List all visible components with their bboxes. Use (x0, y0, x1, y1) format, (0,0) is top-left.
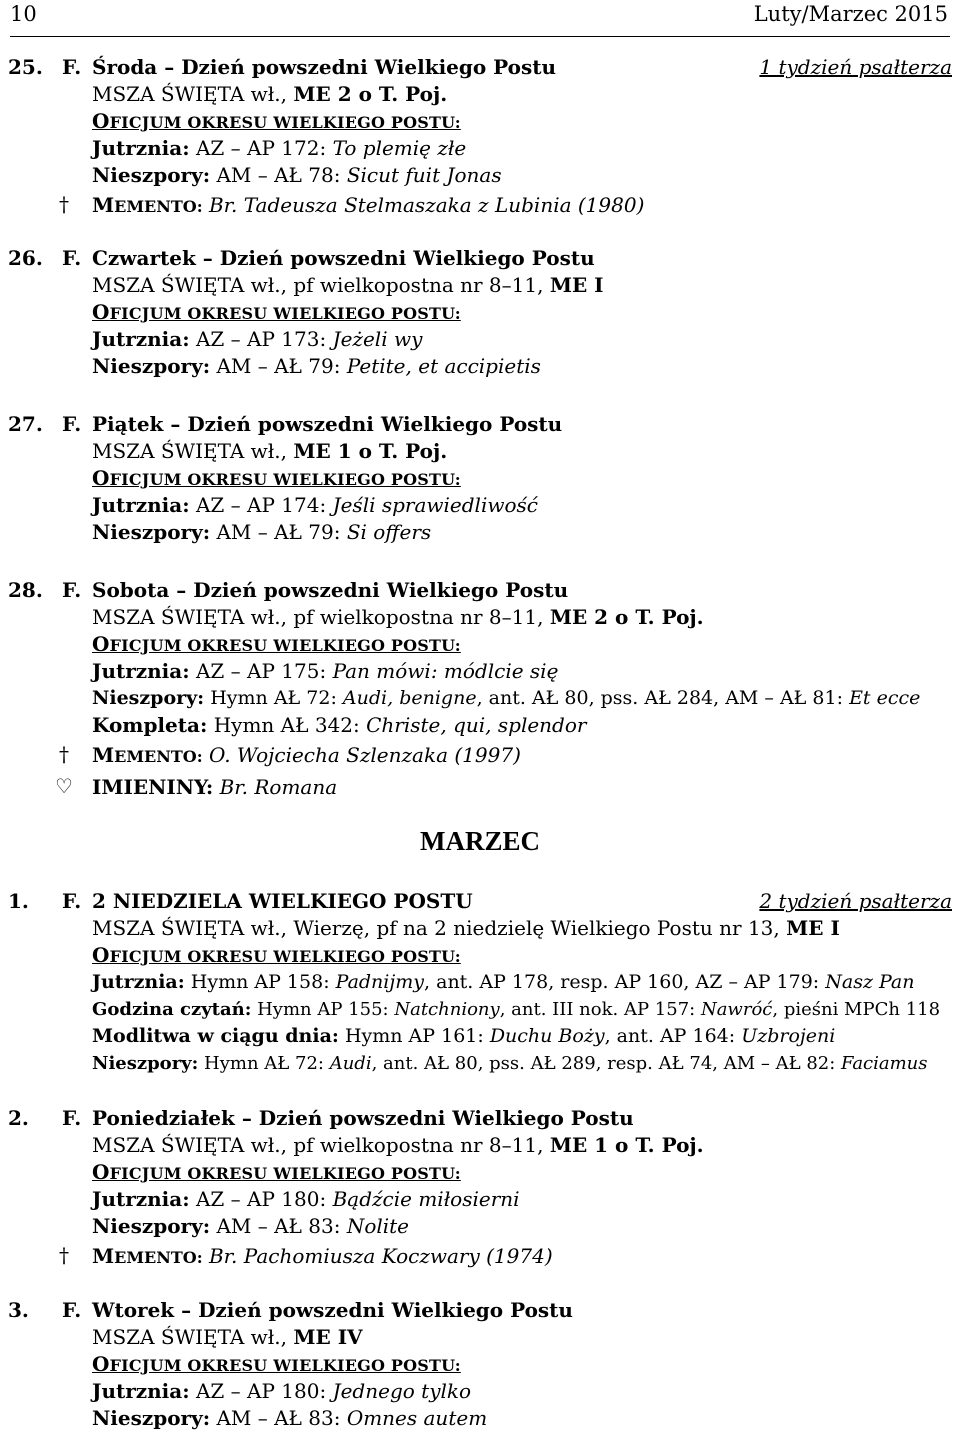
jutrznia-line: Jutrznia: AZ – AP 174: Jeśli sprawiedliwość (92, 493, 538, 517)
jutrznia-label: Jutrznia: (92, 136, 190, 160)
entry-heading: 28. F. Sobota – Dzień powszedni Wielkiego Postu (8, 578, 569, 602)
dagger-icon: † (59, 192, 69, 216)
entry-heading: 27. F. Piątek – Dzień powszedni Wielkiego Postu (8, 412, 563, 436)
nieszpory-line: Nieszpory: AM – AŁ 79: Si offers (92, 520, 432, 544)
memento-line: MEMENTO: O. Wojciecha Szlenzaka (1997) (92, 743, 521, 767)
jutrznia-line: Jutrznia: AZ – AP 173: Jeżeli wy (92, 327, 423, 351)
nieszpory-line: Nieszpory: Hymn AŁ 72: Audi, benigne, ant. AŁ 80, pss. AŁ 284, AM – AŁ 81: Et ecce (92, 687, 921, 709)
nieszpory-line: Nieszpory: AM – AŁ 83: Nolite (92, 1214, 410, 1238)
kompleta-line: Kompleta: Hymn AŁ 342: Christe, qui, splendor (92, 713, 587, 737)
nieszpory-line: Nieszpory: Hymn AŁ 72: Audi, ant. AŁ 80, pss. AŁ 289, resp. AŁ 74, AM – AŁ 82: Faciamus (92, 1053, 928, 1074)
jutrznia-line: Jutrznia: AZ – AP 172: To plemię złe (92, 136, 467, 160)
psalter-week: 1 tydzień psałterza (759, 55, 952, 79)
jutrznia-line: Jutrznia: AZ – AP 180: Jednego tylko (92, 1379, 472, 1403)
msza-line (92, 81, 952, 108)
heart-icon: ♡ (55, 774, 73, 798)
nieszpory-label: Nieszpory: (92, 163, 211, 187)
oficjum-heading: OFICJUM OKRESU WIELKIEGO POSTU: (92, 1352, 461, 1376)
day-title: Środa – Dzień powszedni Wielkiego Postu (92, 55, 557, 79)
day-number: 25. (8, 55, 43, 79)
jutrznia-line: Jutrznia: Hymn AP 158: Padnijmy, ant. AP 178, resp. AP 160, AZ – AP 179: Nasz Pan (92, 971, 915, 993)
oficjum-heading: OFICJUM OKRESU WIELKIEGO POSTU: (92, 943, 461, 967)
jutrznia-line: Jutrznia: AZ – AP 175: Pan mówi: módlcie się (92, 659, 559, 683)
msza-line: MSZA ŚWIĘTA wł., Wierzę, pf na 2 niedzielę Wielkiego Postu nr 13, ME I (92, 916, 840, 940)
entry-heading: 3. F. Wtorek – Dzień powszedni Wielkiego Postu (8, 1298, 573, 1322)
oficjum-heading: OFICJUM OKRESU WIELKIEGO POSTU: (92, 300, 461, 324)
entry-heading (8, 245, 952, 272)
modlitwa-line: Modlitwa w ciągu dnia: Hymn AP 161: Duchu Boży, ant. AP 164: Uzbrojeni (92, 1025, 836, 1047)
oficjum-heading: OFICJUM OKRESU WIELKIEGO POSTU: (92, 632, 461, 656)
imieniny-line: IMIENINY: Br. Romana (92, 775, 338, 799)
oficjum-heading: OFICJUM OKRESU WIELKIEGO POSTU: (92, 466, 461, 490)
psalter-week: 2 tydzień psałterza (759, 889, 952, 913)
msza-formula: ME 2 o T. Poj. (293, 82, 448, 106)
memento-line: MEMENTO: Br. Tadeusza Stelmaszaka z Lubinia (1980) (92, 193, 645, 217)
godzina-czytan-line: Godzina czytań: Hymn AP 155: Natchniony, ant. III nok. AP 157: Nawróć, pieśni MPCh 118 (92, 999, 941, 1020)
msza-label: MSZA ŚWIĘTA wł., (92, 82, 294, 106)
msza-line: MSZA ŚWIĘTA wł., ME 1 o T. Poj. (92, 439, 448, 463)
dagger-icon: † (59, 742, 69, 766)
day-number: 26. (8, 246, 43, 270)
nieszpory-line: Nieszpory: AM – AŁ 83: Omnes autem (92, 1406, 488, 1430)
month-heading: MARZEC (420, 826, 540, 856)
msza-line: MSZA ŚWIĘTA wł., ME IV (92, 1325, 363, 1349)
page-date: Luty/Marzec 2015 (753, 2, 948, 26)
jutrznia-line: Jutrznia: AZ – AP 180: Bądźcie miłosierni (92, 1187, 520, 1211)
entry-heading: 1. F. 2 NIEDZIELA WIELKIEGO POSTU 2 tydzień psałterza (8, 889, 952, 913)
day-flag: F. (62, 246, 82, 270)
nieszpory-line: Nieszpory: AM – AŁ 79: Petite, et accipietis (92, 354, 541, 378)
page-number: 10 (10, 2, 37, 26)
day-flag: F. (62, 55, 82, 79)
day-title: Czwartek – Dzień powszedni Wielkiego Postu (92, 246, 595, 270)
oficjum-heading: OFICJUM OKRESU WIELKIEGO POSTU: (92, 109, 461, 133)
msza-line: MSZA ŚWIĘTA wł., pf wielkopostna nr 8–11, ME 1 o T. Poj. (92, 1133, 704, 1157)
msza-line: MSZA ŚWIĘTA wł., pf wielkopostna nr 8–11, ME 2 o T. Poj. (92, 605, 704, 629)
page-header (8, 2, 948, 32)
entry-heading: 2. F. Poniedziałek – Dzień powszedni Wielkiego Postu (8, 1106, 634, 1130)
msza-line: MSZA ŚWIĘTA wł., pf wielkopostna nr 8–11, ME I (92, 273, 604, 297)
memento-line: MEMENTO: Br. Pachomiusza Koczwary (1974) (92, 1244, 553, 1268)
entry-heading (8, 54, 952, 81)
oficjum-heading: OFICJUM OKRESU WIELKIEGO POSTU: (92, 1160, 461, 1184)
header-rule (10, 36, 950, 37)
dagger-icon: † (59, 1243, 69, 1267)
nieszpory-line: Nieszpory: AM – AŁ 78: Sicut fuit Jonas (92, 163, 502, 187)
